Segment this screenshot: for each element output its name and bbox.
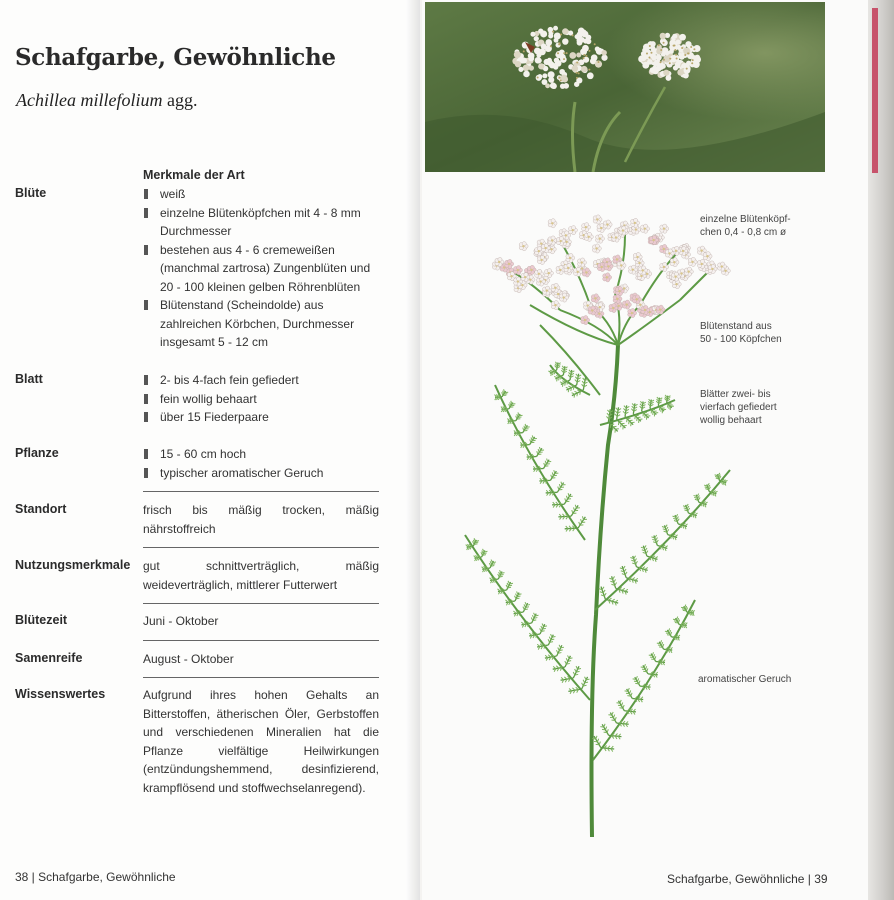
list-item: 2- bis 4-fach fein gefiedert — [143, 371, 379, 390]
page-edge — [868, 0, 894, 900]
annotation-smell — [698, 673, 791, 686]
list-item: einzelne Blütenköpfchen mit 4 - 8 mm Durchmesser — [143, 204, 379, 241]
annotation-line: 50 - 100 Köpfchen — [700, 334, 782, 345]
annotation-line: chen 0,4 - 0,8 cm ø — [700, 227, 787, 238]
annotation-inflorescence — [700, 320, 782, 346]
divider — [143, 640, 379, 641]
divider — [143, 603, 379, 604]
page-footer-left: 38 | Schafgarbe, Gewöhnliche — [15, 870, 176, 884]
row-label-nutzung: Nutzungsmerkmale — [15, 558, 131, 572]
annotation-line: aromatischer Geruch — [698, 674, 792, 685]
row-label-blatt: Blatt — [15, 372, 43, 386]
list-item: typischer aromatischer Geruch — [143, 464, 379, 483]
annotation-leaves — [700, 388, 777, 427]
list-item: weiß — [143, 185, 379, 204]
latin-name-suffix: agg. — [162, 90, 198, 110]
divider — [143, 491, 379, 492]
list-item: fein wollig behaart — [143, 390, 379, 409]
chapter-marker — [872, 8, 878, 173]
list-item: bestehen aus 4 - 6 cremeweißen (manchmal zartrosa) Zungenblüten und 20 - 100 kleinen gelben Röhrenblüten — [143, 241, 379, 297]
divider — [143, 677, 379, 678]
row-value-nutzung: gut schnittverträglich, mäßig weideverträglich, mittlerer Futterwert — [143, 559, 379, 592]
latin-name-species: Achillea millefolium — [16, 90, 163, 110]
row-value-pflanze — [143, 445, 379, 482]
row-value-bluete — [143, 185, 379, 352]
page-footer-right: Schafgarbe, Gewöhnliche | 39 — [667, 872, 828, 886]
page-title: Schafgarbe, Gewöhnliche — [15, 44, 336, 71]
left-page — [0, 0, 420, 900]
row-label-bluetezeit: Blütezeit — [15, 613, 68, 627]
list-item: Blütenstand (Scheindolde) aus zahlreichen Körbchen, Durchmesser insgesamt 5 - 12 cm — [143, 296, 379, 352]
yarrow-illustration — [440, 195, 740, 845]
row-value-samenreife: August - Oktober — [143, 652, 234, 666]
divider — [143, 547, 379, 548]
list-item: 15 - 60 cm hoch — [143, 445, 379, 464]
section-heading: Merkmale der Art — [143, 168, 245, 182]
annotation-line: einzelne Blütenköpf- — [700, 214, 791, 225]
row-value-bluetezeit: Juni - Oktober — [143, 614, 219, 628]
annotation-flower-heads — [700, 213, 791, 239]
row-label-samenreife: Samenreife — [15, 651, 83, 665]
row-label-bluete: Blüte — [15, 186, 47, 200]
row-label-pflanze: Pflanze — [15, 446, 59, 460]
annotation-line: wollig behaart — [700, 415, 762, 426]
latin-name — [16, 90, 197, 111]
row-label-standort: Standort — [15, 502, 67, 516]
annotation-line: Blätter zwei- bis — [700, 389, 771, 400]
annotation-line: Blütenstand aus — [700, 321, 772, 332]
list-item: über 15 Fiederpaare — [143, 408, 379, 427]
row-label-wissenswertes: Wissenswertes — [15, 687, 106, 701]
row-value-wissenswertes: Aufgrund ihres hohen Gehalts an Bitterstoffen, ätherischen Öler, Gerbstoffen und verschiedenen Mineralien hat die Pflanze vielfältige Heilwirkungen (entzündungshemmend, desinfizierend, krampflösend und stoffwechselanregend). — [143, 688, 379, 795]
annotation-line: vierfach gefiedert — [700, 402, 777, 413]
row-value-standort: frisch bis mäßig trocken, mäßig nährstoffreich — [143, 503, 379, 536]
yarrow-photo — [425, 2, 825, 172]
row-value-blatt — [143, 371, 379, 427]
